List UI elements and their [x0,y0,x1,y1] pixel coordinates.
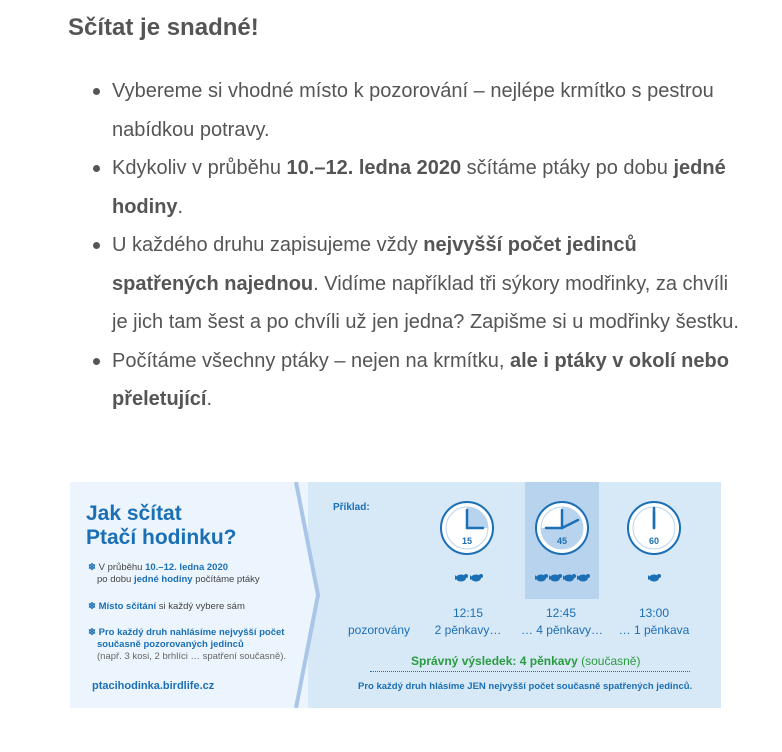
snowflake-icon: ❄ [88,601,96,612]
chevron-divider [288,482,338,708]
note-rule-bold: Pro každý druh nahlásíme nejvyšší počet [98,627,285,638]
note-text: si každý vybere sám [156,601,245,612]
website-link[interactable]: ptacihodinka.birdlife.cz [92,680,215,692]
note-text: V průběhu [98,562,146,573]
result-subtext: (současně) [577,654,641,668]
count-label: … 1 pěnkava [618,623,690,637]
list-item [90,149,740,226]
time-label: 12:15 [452,606,484,620]
infographic-title [86,502,237,550]
note-period [88,562,228,574]
clock-60-icon [626,500,682,556]
note-location-bold: Místo sčítání [98,601,157,612]
clock-label: 60 [648,536,660,546]
bullet-text: Kdykoliv v průběhu [112,157,287,179]
snowflake-icon: ❄ [88,627,96,638]
infographic-footnote: Pro každý druh hlásíme JEN nejvyšší počet současně spatřených jedinců. [358,681,693,692]
list-item [90,226,740,342]
page-title: Sčítat je snadné! [68,14,259,41]
note-duration [97,574,260,586]
clock-15-icon [439,500,495,556]
bird-group-4-icon [535,572,595,584]
count-label: 2 pěnkavy… [434,623,502,637]
time-label: 12:45 [545,606,577,620]
how-to-count-infographic [70,482,721,708]
bullet-emphasis: ale i ptáky v okolí nebo přeletující [112,349,729,410]
bullet-text: Vybereme si vhodné místo k pozorování – nejlépe krmítko s pestrou nabídkou potravy. [112,80,714,141]
note-duration-bold: jedné hodiny [133,574,193,585]
bullet-text: . [177,195,184,218]
bullet-duration: jedné hodiny [112,157,726,218]
observed-label: pozorovány [348,623,411,637]
bullet-text: U každého druhu zapisujeme vždy [112,234,424,256]
infographic-title-line: Ptačí hodinku? [86,526,237,549]
infographic-title-line: Jak sčítat [86,502,182,525]
correct-result [411,654,640,668]
list-item [90,342,740,419]
bullet-text: . Vidíme například tři sýkory modřinky, za chvíli je jich tam šest a po chvíli už jen jedna? Zapišme si u modřinky šestku. [112,272,739,333]
list-item [90,72,740,149]
bullet-text: sčítáme ptáky po dobu [461,157,674,179]
note-rule [88,627,284,639]
note-location [88,601,245,613]
note-example: (např. 3 kosi, 2 brhlíci … spatření současně). [97,651,287,662]
bullet-emphasis: nejvyšší počet jedinců spatřených najednou [112,234,637,295]
bullet-text: Počítáme všechny ptáky – nejen na krmítku, [112,349,510,372]
snowflake-icon: ❄ [88,562,96,573]
instructions-list [90,72,740,419]
clock-label: 15 [461,536,473,546]
result-text: Správný výsledek: 4 pěnkavy [411,654,578,668]
clock-label: 45 [556,536,568,546]
bullet-text: . [206,388,213,410]
bird-group-2-icon [455,572,485,584]
count-label: … 4 pěnkavy… [520,623,604,637]
clock-45-icon [534,500,590,556]
note-text: počítáme ptáky [192,574,260,585]
bird-group-1-icon [648,572,664,584]
note-date: 10.–12. ledna 2020 [145,562,229,573]
note-rule-bold: současně pozorovaných jedinců [97,639,244,650]
bullet-date: 10.–12. ledna 2020 [286,157,462,179]
dotted-divider [370,671,690,672]
note-text: po dobu [97,574,134,585]
example-label: Příklad: [333,502,370,513]
time-label: 13:00 [638,606,670,620]
note-rule-line2 [97,639,244,651]
